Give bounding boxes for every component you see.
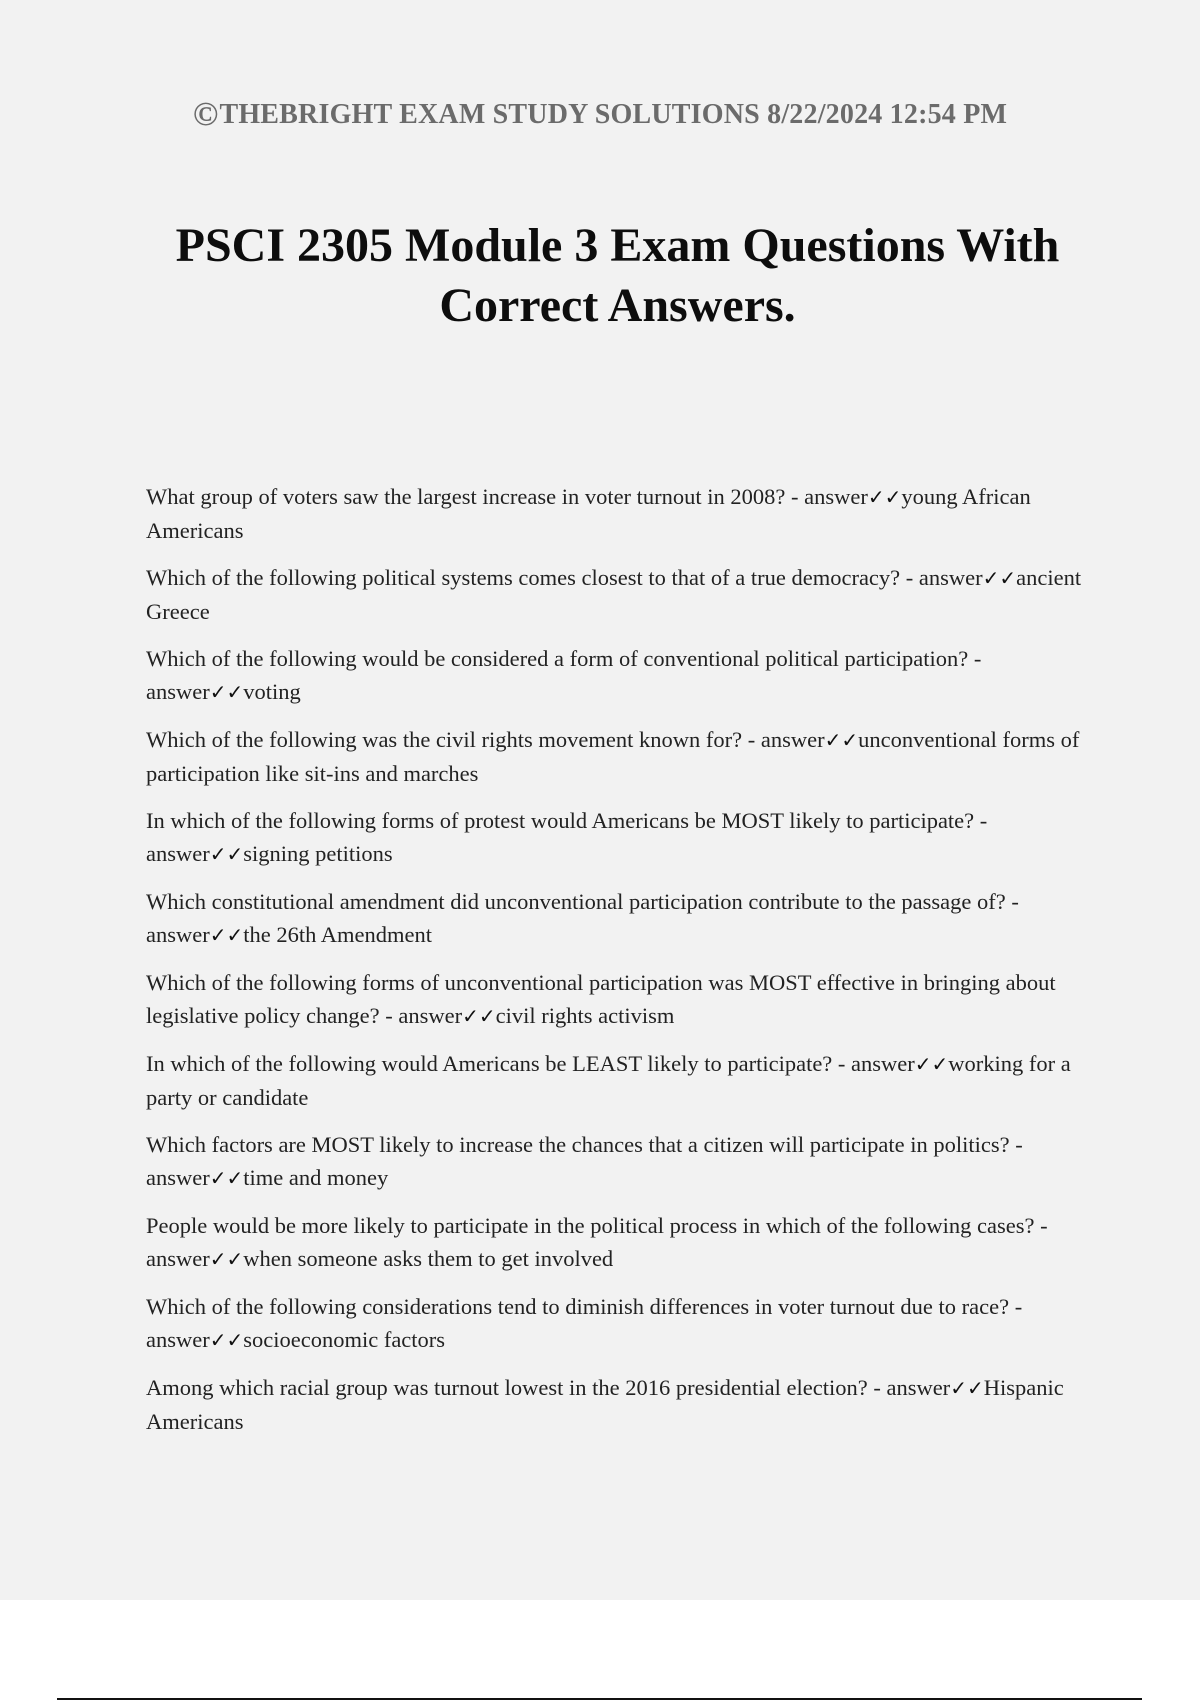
answer-text: time and money (243, 1165, 389, 1190)
qa-item (146, 1047, 1096, 1114)
qa-item (146, 966, 1096, 1033)
answer-prefix: answer (146, 922, 210, 947)
question-text: In which of the following forms of protest would Americans be MOST likely to participate? (146, 808, 975, 833)
watermark-header (0, 96, 1200, 134)
answer-text: civil rights activism (495, 1003, 675, 1028)
question-text: Which of the following would be considered a form of conventional political participation? (146, 646, 969, 671)
question-answer-separator: - (1005, 889, 1019, 914)
question-text: Which factors are MOST likely to increase the chances that a citizen will participate in politics? (146, 1132, 1010, 1157)
question-answer-separator: - (968, 646, 982, 671)
double-check-icon: ✓✓ (209, 923, 244, 947)
question-text: Which of the following forms of unconventional participation was MOST effective in bringing about legislative policy change? (146, 970, 1056, 1028)
answer-prefix: answer (146, 679, 210, 704)
answer-prefix: answer (918, 565, 983, 590)
answer-prefix: answer (851, 1051, 915, 1076)
answer-prefix: answer (146, 1327, 210, 1352)
question-text: Which constitutional amendment did unconventional participation contribute to the passage of? (146, 889, 1006, 914)
question-text: Which of the following was the civil rights movement known for? (146, 727, 743, 752)
answer-text: voting (243, 679, 301, 704)
answer-prefix: answer (146, 841, 210, 866)
qa-item (146, 885, 1096, 952)
qa-item (146, 1290, 1096, 1357)
double-check-icon: ✓✓ (914, 1052, 949, 1076)
answer-prefix: answer (398, 1003, 463, 1028)
answer-text: socioeconomic factors (243, 1327, 446, 1352)
question-text: Among which racial group was turnout lowest in the 2016 presidential election? (146, 1375, 868, 1400)
qa-item (146, 561, 1096, 628)
double-check-icon: ✓✓ (209, 1328, 244, 1352)
question-answer-separator: - (974, 808, 988, 833)
question-text: People would be more likely to participate in the political process in which of the following cases? (146, 1213, 1035, 1238)
double-check-icon: ✓✓ (462, 1004, 496, 1028)
double-check-icon: ✓✓ (824, 728, 859, 752)
answer-prefix: answer (886, 1375, 951, 1400)
answer-prefix: answer (146, 1246, 210, 1271)
document-title: PSCI 2305 Module 3 Exam Questions With Correct Answers. (175, 219, 1060, 332)
double-check-icon: ✓✓ (209, 842, 244, 866)
answer-text: young African Americans (146, 484, 1031, 543)
answer-text: when someone asks them to get involved (243, 1246, 614, 1271)
double-check-icon: ✓✓ (950, 1376, 984, 1400)
copyright-icon: © (192, 96, 219, 133)
question-answer-separator: - (1009, 1294, 1023, 1319)
watermark-text: THEBRIGHT EXAM STUDY SOLUTIONS 8/22/2024 12:54 PM (219, 99, 1008, 130)
question-answer-separator: - (832, 1051, 852, 1076)
question-answer-separator: - (867, 1375, 887, 1400)
question-answer-separator: - (379, 1003, 399, 1028)
answer-prefix: answer (804, 484, 868, 509)
answer-text: working for a party or candidate (146, 1051, 1071, 1110)
qa-item (146, 1209, 1096, 1276)
qa-item (146, 1128, 1096, 1195)
question-answer-separator: - (1009, 1132, 1023, 1157)
double-check-icon: ✓✓ (209, 680, 244, 704)
answer-prefix: answer (146, 1165, 210, 1190)
answer-text: the 26th Amendment (243, 922, 432, 947)
question-answer-separator: - (742, 727, 761, 752)
qa-item (146, 480, 1096, 547)
qa-item (146, 804, 1096, 871)
double-check-icon: ✓✓ (209, 1166, 244, 1190)
answer-text: signing petitions (243, 841, 393, 866)
question-text: Which of the following political systems comes closest to that of a true democracy? (146, 565, 901, 590)
double-check-icon: ✓✓ (982, 566, 1017, 590)
question-answer-separator: - (1034, 1213, 1048, 1238)
qa-list (146, 480, 1096, 1452)
question-text: Which of the following considerations tend to diminish differences in voter turnout due to race? (146, 1294, 1010, 1319)
answer-prefix: answer (760, 727, 825, 752)
answer-text: ancient Greece (146, 565, 1082, 624)
qa-item (146, 642, 1096, 709)
question-answer-separator: - (785, 484, 805, 509)
question-answer-separator: - (900, 565, 919, 590)
question-text: In which of the following would Americans be LEAST likely to participate? (146, 1051, 833, 1076)
question-text: What group of voters saw the largest increase in voter turnout in 2008? (146, 484, 786, 509)
qa-item (146, 723, 1096, 790)
qa-item (146, 1371, 1096, 1438)
double-check-icon: ✓✓ (209, 1247, 244, 1271)
answer-text: unconventional forms of participation like sit-ins and marches (146, 727, 1080, 786)
answer-text: Hispanic Americans (146, 1375, 1064, 1434)
double-check-icon: ✓✓ (867, 485, 902, 509)
